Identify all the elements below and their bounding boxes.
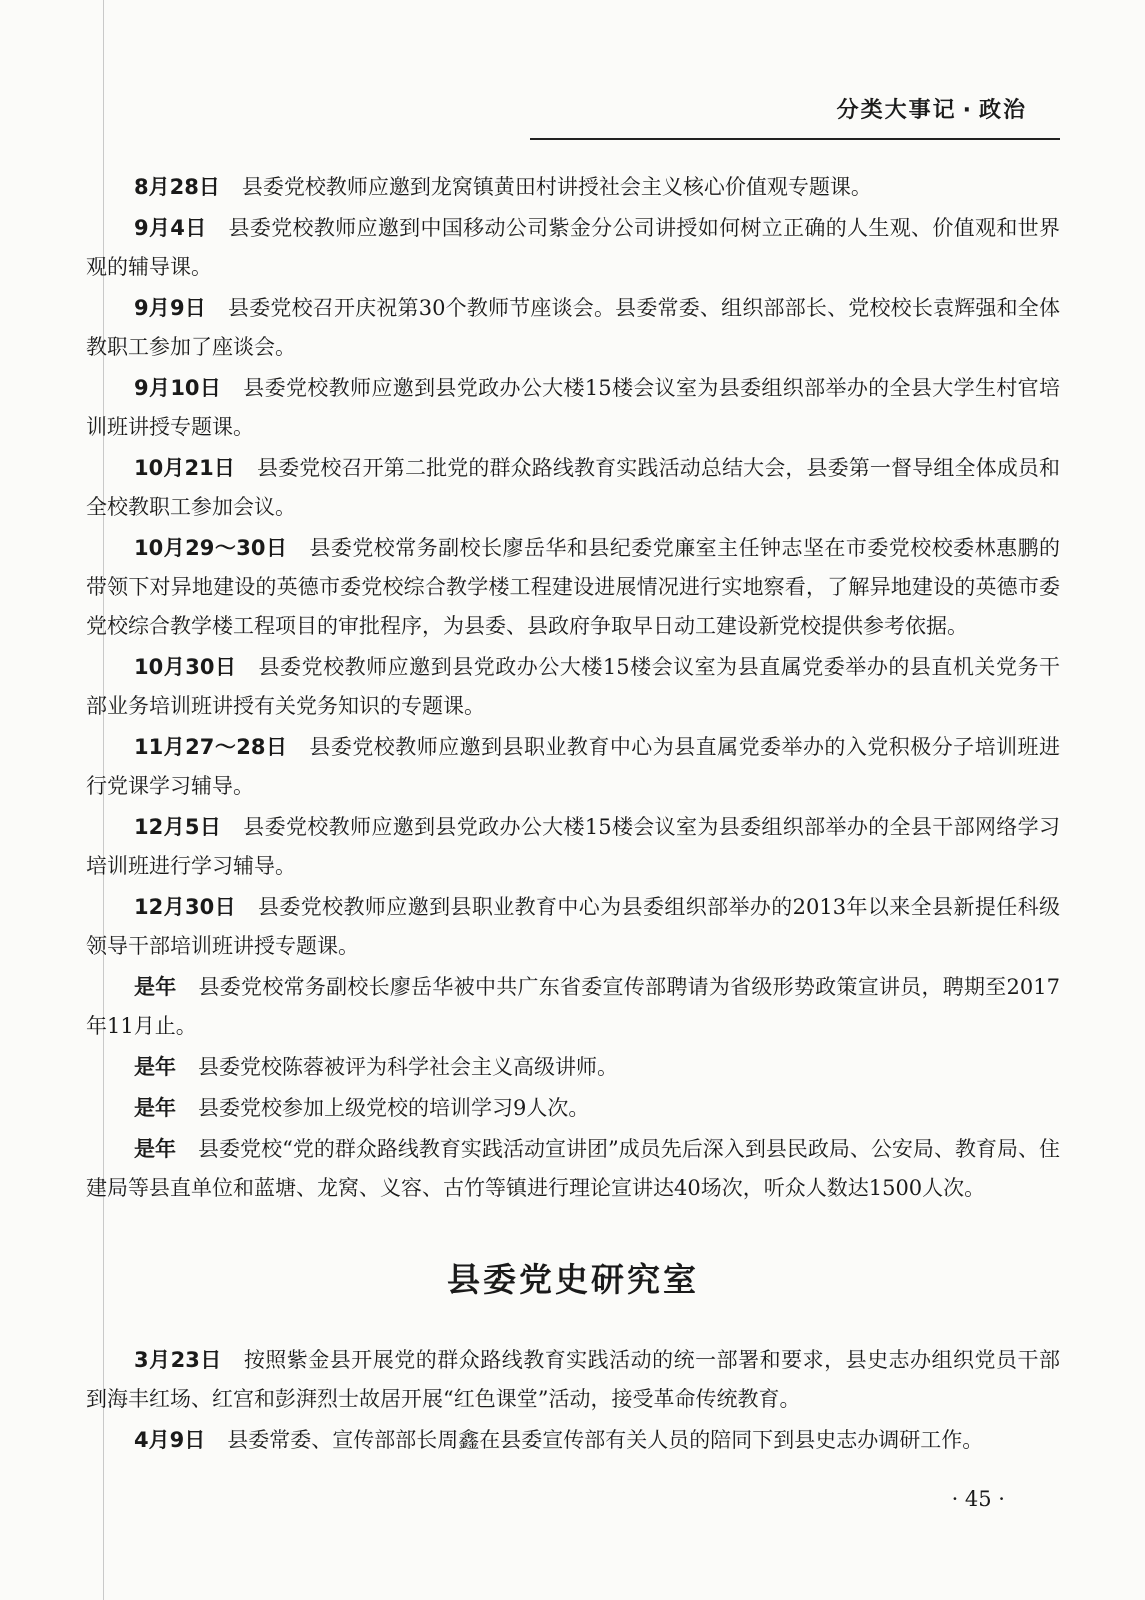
entry-text: 县委党校教师应邀到县党政办公大楼15楼会议室为县委组织部举办的全县大学生村官培训班讲授专题课。: [86, 376, 1060, 439]
entry-text: 县委党校教师应邀到龙窝镇黄田村讲授社会主义核心价值观专题课。: [241, 175, 872, 199]
entry-date: 11月27～28日: [134, 735, 288, 759]
entry-date: 3月23日: [134, 1348, 222, 1372]
page-number: · 45 ·: [951, 1487, 1005, 1511]
entry-text: 县委党校教师应邀到县职业教育中心为县直属党委举办的入党积极分子培训班进行党课学习辅导。: [86, 735, 1060, 798]
entry-text: 县委常委、宣传部部长周鑫在县委宣传部有关人员的陪同下到县史志办调研工作。: [227, 1428, 984, 1452]
entry-date: 9月9日: [134, 296, 206, 320]
chronicle-entry: [86, 808, 1060, 886]
entry-date: 10月30日: [134, 655, 237, 679]
running-head-section: 分类大事记: [836, 98, 957, 123]
entry-text: 县委党校陈蓉被评为科学社会主义高级讲师。: [198, 1055, 618, 1079]
entry-text: 县委党校常务副校长廖岳华和县纪委党廉室主任钟志坚在市委党校校委林惠鹏的带领下对异地建设的英德市委党校综合教学楼工程建设进展情况进行实地察看，了解异地建设的英德市委党校综合教学楼工程项目的审批程序，为县委、县政府争取早日动工建设新党校提供参考依据。: [86, 536, 1060, 638]
running-head-separator: ·: [962, 98, 973, 123]
entry-text: 县委党校召开第二批党的群众路线教育实践活动总结大会，县委第一督导组全体成员和全校教职工参加会议。: [86, 456, 1061, 519]
chronicle-entry: [86, 1341, 1060, 1419]
section-title: 县委党史研究室: [447, 1260, 699, 1299]
chronicle-entry: [86, 1130, 1060, 1208]
entry-text: 县委党校教师应邀到县职业教育中心为县委组织部举办的2013年以来全县新提任科级领导干部培训班讲授专题课。: [86, 895, 1060, 958]
header-rule: [530, 138, 1060, 140]
entry-date: 12月30日: [134, 895, 236, 919]
chronicle-entry: [86, 648, 1060, 726]
chronicle-entry: [86, 1421, 1060, 1460]
chronicle-entry: [86, 529, 1060, 646]
running-head-category: 政治: [978, 98, 1027, 123]
entry-text: 县委党校教师应邀到中国移动公司紫金分公司讲授如何树立正确的人生观、价值观和世界观的辅导课。: [86, 216, 1060, 279]
entry-date: 9月4日: [134, 216, 207, 240]
running-head: [837, 93, 1027, 124]
entry-date: 8月28日: [134, 175, 220, 199]
entry-text: 县委党校参加上级党校的培训学习9人次。: [198, 1096, 590, 1120]
entries-party-history-office: [86, 1341, 1060, 1460]
entry-date: 是年: [134, 1055, 176, 1079]
entry-text: 按照紫金县开展党的群众路线教育实践活动的统一部署和要求，县史志办组织党员干部到海丰红场、红宫和彭湃烈士故居开展“红色课堂”活动，接受革命传统教育。: [86, 1348, 1060, 1411]
entry-text: 县委党校常务副校长廖岳华被中共广东省委宣传部聘请为省级形势政策宣讲员，聘期至2017年11月止。: [86, 975, 1060, 1038]
entry-date: 4月9日: [134, 1428, 206, 1452]
entry-text: 县委党校教师应邀到县党政办公大楼15楼会议室为县直属党委举办的县直机关党务干部业务培训班讲授有关党务知识的专题课。: [86, 655, 1060, 718]
chronicle-entry: [86, 968, 1060, 1046]
entry-text: 县委党校教师应邀到县党政办公大楼15楼会议室为县委组织部举办的全县干部网络学习培训班进行学习辅导。: [86, 815, 1060, 878]
entry-date: 10月21日: [134, 456, 235, 480]
entry-date: 是年: [134, 1096, 176, 1120]
page-body: [86, 168, 1060, 1462]
chronicle-entry: [86, 369, 1060, 447]
chronicle-entry: [86, 289, 1060, 367]
entry-date: 10月29～30日: [134, 536, 288, 560]
chronicle-entry: [86, 728, 1060, 806]
entries-party-school: [86, 168, 1060, 1208]
entry-date: 12月5日: [134, 815, 222, 839]
chronicle-entry: [86, 209, 1060, 287]
entry-date: 9月10日: [134, 376, 222, 400]
entry-date: 是年: [134, 975, 177, 999]
entry-date: 是年: [134, 1137, 177, 1161]
chronicle-entry: [86, 1048, 1060, 1087]
chronicle-entry: [86, 449, 1060, 527]
entry-text: 县委党校召开庆祝第30个教师节座谈会。县委常委、组织部部长、党校校长袁辉强和全体教职工参加了座谈会。: [86, 296, 1060, 359]
chronicle-entry: [86, 168, 1060, 207]
chronicle-entry: [86, 888, 1060, 966]
entry-text: 县委党校“党的群众路线教育实践活动宣讲团”成员先后深入到县民政局、公安局、教育局、住建局等县直单位和蓝塘、龙窝、义容、古竹等镇进行理论宣讲达40场次，听众人数达1500人次。: [86, 1137, 1061, 1200]
chronicle-entry: [86, 1089, 1060, 1128]
